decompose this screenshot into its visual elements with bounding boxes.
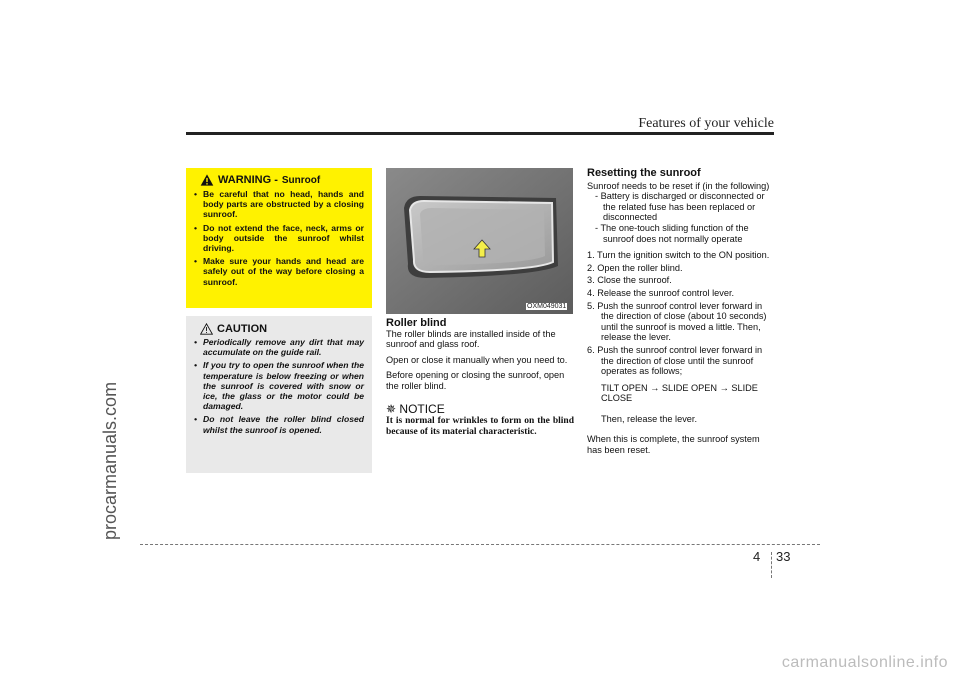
step-item: 6. Push the sunroof control lever forward in the direction of close until the sunroof operates as follows; xyxy=(587,344,763,377)
page-number-divider xyxy=(771,552,772,578)
roller-blind-section xyxy=(386,318,574,438)
warning-item: • Do not extend the face, neck, arms or body outside the sunroof whilst driving. xyxy=(194,223,364,254)
header-rule xyxy=(186,132,774,135)
warning-topic: Sunroof xyxy=(281,174,321,186)
caution-label: CAUTION xyxy=(217,323,268,335)
operation-sequence: TILT OPEN → SLIDE OPEN → SLIDE CLOSE xyxy=(601,382,758,404)
bottom-watermark: carmanualsonline.info xyxy=(781,654,948,671)
caution-item: • Periodically remove any dirt that may accumulate on the guide rail. xyxy=(194,337,364,357)
roller-blind-heading: Roller blind xyxy=(386,317,447,329)
caution-item: • Do not leave the roller blind closed whilst the sunroof is opened. xyxy=(194,414,364,434)
release-instruction: Then, release the lever. xyxy=(601,413,698,424)
resetting-section xyxy=(587,168,775,461)
notice-text: It is normal for wrinkles to form on the blind because of its material characteristic. xyxy=(386,416,574,438)
resetting-conditions xyxy=(587,191,775,244)
roller-blind-paragraph: Open or close it manually when you need to. xyxy=(386,354,568,365)
sunroof-photo xyxy=(386,168,573,314)
resetting-steps xyxy=(587,250,775,377)
condition-item: - The one-touch sliding function of the sunroof does not normally operate xyxy=(595,222,749,244)
roller-blind-paragraph: The roller blinds are installed inside of the sunroof and glass roof. xyxy=(386,328,556,350)
caution-triangle-icon xyxy=(200,323,213,335)
resetting-intro: Sunroof needs to be reset if (in the following) xyxy=(587,180,770,191)
chapter-number: 4 xyxy=(753,549,761,564)
footer-rule xyxy=(140,544,820,545)
condition-item: - Battery is discharged or disconnected or the related fuse has been replaced or disconnected xyxy=(595,191,765,223)
page-header-title: Features of your vehicle xyxy=(638,116,774,131)
step-item: 5. Push the sunroof control lever forward in the direction of close (about 10 seconds) until the sunroof is moved a little. Then, release the lever. xyxy=(587,300,767,343)
resetting-outro: When this is complete, the sunroof system has been reset. xyxy=(587,434,760,456)
warning-heading xyxy=(200,173,364,187)
caution-heading xyxy=(200,323,364,335)
roller-blind-paragraph: Before opening or closing the sunroof, open the roller blind. xyxy=(386,370,565,391)
side-watermark: procarmanuals.com xyxy=(100,381,120,540)
warning-box xyxy=(186,168,372,308)
notice-label: NOTICE xyxy=(396,401,445,416)
resetting-heading: Resetting the sunroof xyxy=(587,167,701,179)
caution-list xyxy=(194,337,364,435)
step-item: 3. Close the sunroof. xyxy=(587,275,672,286)
figure-code: OXM049031 xyxy=(527,303,567,310)
warning-triangle-icon xyxy=(200,173,214,187)
sunroof-illustration xyxy=(386,168,573,314)
caution-item: • If you try to open the sunroof when the temperature is below freezing or when the sunroof is covered with snow or ice, the glass or the motor could be damaged. xyxy=(194,360,364,411)
warning-item: • Be careful that no head, hands and body parts are obstructed by a closing sunroof. xyxy=(194,189,364,220)
notice-symbol-icon: ✵ xyxy=(386,401,397,416)
step-item: 4. Release the sunroof control lever. xyxy=(587,287,735,298)
step-item: 2. Open the roller blind. xyxy=(587,262,683,273)
notice-heading xyxy=(386,401,574,416)
warning-item: • Make sure your hands and head are safely out of the way before closing a sunroof. xyxy=(194,256,364,287)
caution-box xyxy=(186,316,372,473)
step-item: 1. Turn the ignition switch to the ON position. xyxy=(587,250,770,261)
warning-label: WARNING - xyxy=(218,174,278,186)
warning-list xyxy=(194,189,364,287)
page-number: 33 xyxy=(776,549,791,564)
